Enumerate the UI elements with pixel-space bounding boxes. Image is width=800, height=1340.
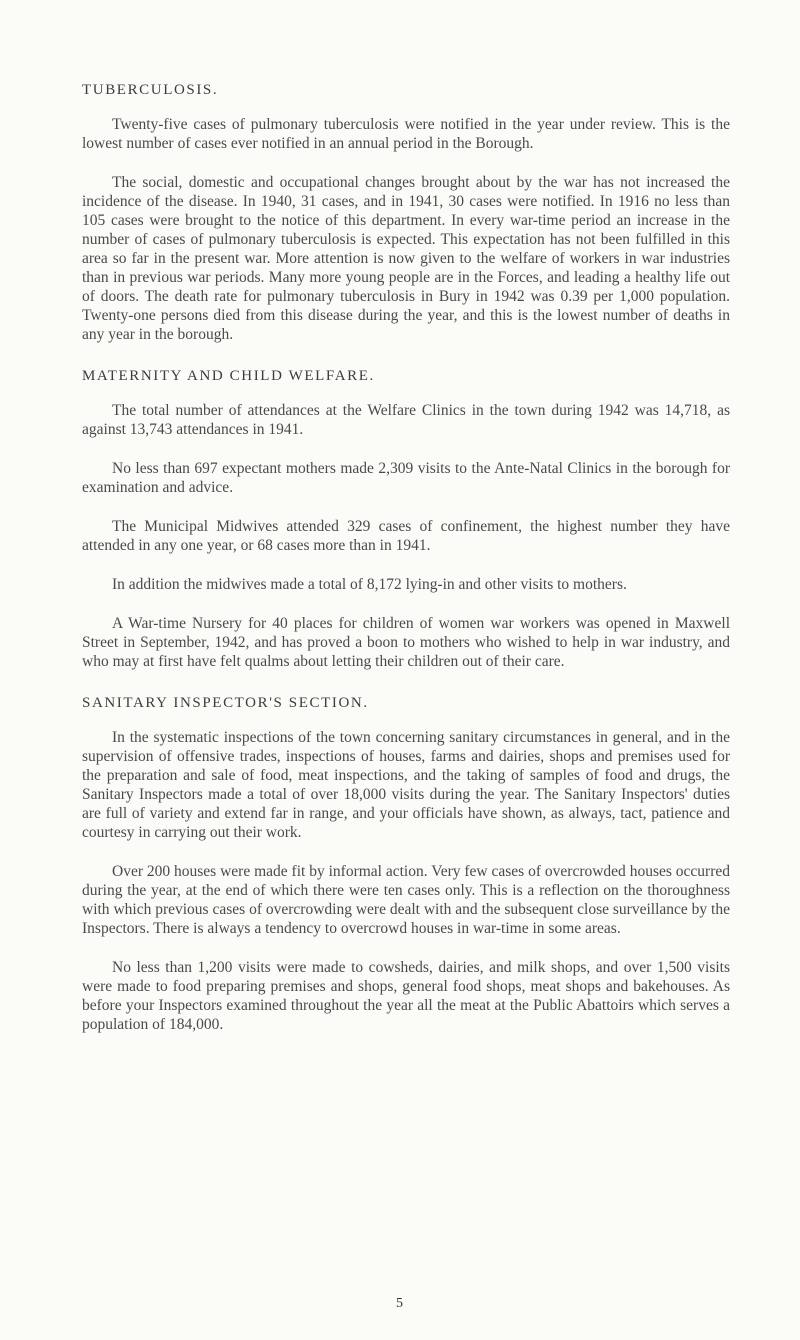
- sanitary-heading: SANITARY INSPECTOR'S SECTION.: [82, 695, 369, 711]
- sanitary-paragraph-2: Over 200 houses were made fit by informal action. Very few cases of overcrowded houses occurred during the year, at the end of which there were ten cases only. This is a reflection on the thoroughness with which previous cases of overcrowding were dealt with and the subsequent close surveillance by the Inspectors. There is always a tendency to overcrowd houses in war-time in some areas.: [82, 863, 730, 937]
- tuberculosis-paragraph-1: Twenty-five cases of pulmonary tuberculosis were notified in the year under review. This is the lowest number of cases ever notified in an annual period in the Borough.: [82, 116, 730, 152]
- maternity-paragraph-5: A War-time Nursery for 40 places for children of women war workers was opened in Maxwell Street in September, 1942, and has proved a boon to mothers who wished to help in war industry, and who may at first have felt qualms about letting their children out of their care.: [82, 615, 730, 670]
- sanitary-paragraph-1: In the systematic inspections of the town concerning sanitary circumstances in general, and in the supervision of offensive trades, inspections of houses, farms and dairies, shops and premises used for the preparation and sale of food, meat inspections, and the taking of samples of food and drugs, the Sanitary Inspectors made a total of over 18,000 visits during the year. The Sanitary Inspectors' duties are full of variety and extend far in range, and your officials have shown, as always, tact, patience and courtesy in carrying out their work.: [82, 729, 730, 841]
- maternity-paragraph-1: The total number of attendances at the Welfare Clinics in the town during 1942 was 14,718, as against 13,743 attendances in 1941.: [82, 402, 730, 438]
- tuberculosis-paragraph-2: The social, domestic and occupational changes brought about by the war has not increased the incidence of the disease. In 1940, 31 cases, and in 1941, 30 cases were notified. In 1916 no less than 105 cases were brought to the notice of this department. In every war-time period an increase in the number of cases of pulmonary tuberculosis is expected. This expectation has not been fulfilled in this area so far in the present war. More attention is now given to the welfare of workers in war industries than in previous war periods. Many more young people are in the Forces, and leading a healthy life out of doors. The death rate for pulmonary tuberculosis in Bury in 1942 was 0.39 per 1,000 population. Twenty-one persons died from this disease during the year, and this is the lowest number of deaths in any year in the borough.: [82, 174, 730, 343]
- maternity-heading: MATERNITY AND CHILD WELFARE.: [82, 368, 375, 384]
- maternity-paragraph-4: In addition the midwives made a total of 8,172 lying-in and other visits to mothers.: [112, 576, 627, 593]
- sanitary-paragraph-3: No less than 1,200 visits were made to cowsheds, dairies, and milk shops, and over 1,500 visits were made to food preparing premises and shops, general food shops, meat shops and bakehouses. As before your Inspectors examined throughout the year all the meat at the Public Abattoirs which serves a population of 184,000.: [82, 959, 730, 1033]
- tuberculosis-heading: TUBERCULOSIS.: [82, 82, 219, 98]
- maternity-paragraph-2: No less than 697 expectant mothers made 2,309 visits to the Ante-Natal Clinics in the borough for examination and advice.: [82, 460, 730, 496]
- maternity-paragraph-3: The Municipal Midwives attended 329 cases of confinement, the highest number they have attended in any one year, or 68 cases more than in 1941.: [82, 518, 730, 554]
- page-number: 5: [396, 1296, 403, 1311]
